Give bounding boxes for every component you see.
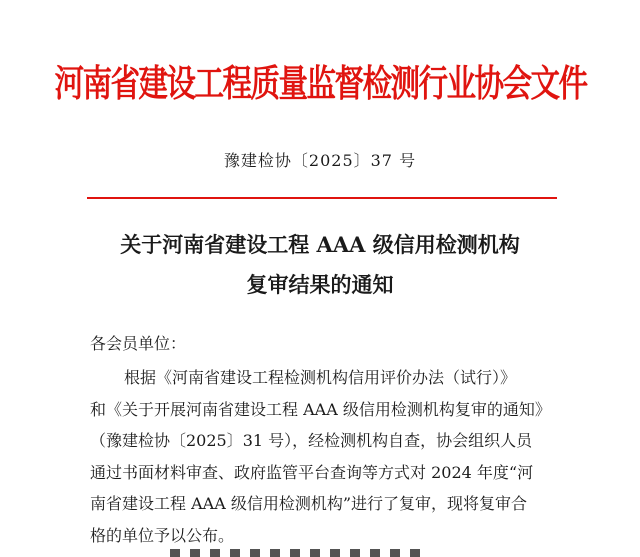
body-line: （豫建检协〔2025〕31 号），经检测机构自查，协会组织人员: [90, 431, 533, 450]
organization-title: 河南省建设工程质量监督检测行业协会文件: [54, 61, 586, 105]
body-line: 南省建设工程 AAA 级信用检测机构”进行了复审，现将复审合: [90, 494, 528, 513]
body-line: 通过书面材料审查、政府监管平台查询等方式对 2024 年度“河: [90, 462, 534, 482]
body-paragraph: [90, 362, 560, 551]
cropped-text-fragment: [170, 549, 430, 557]
document-header: [0, 55, 640, 105]
body-line: 根据《河南省建设工程检测机构信用评价办法（试行）》: [124, 368, 517, 387]
body-line: 和《关于开展河南省建设工程 AAA 级信用检测机构复审的通知》: [90, 399, 551, 419]
body-line: 格的单位予以公布。: [90, 525, 235, 545]
header-divider: [87, 197, 557, 199]
notice-title-line-1: 关于河南省建设工程 AAA 级信用检测机构: [120, 232, 520, 257]
document-number: 豫建检协〔2025〕37 号: [223, 151, 417, 170]
salutation: 各会员单位：: [90, 334, 187, 353]
notice-title-line-2: 复审结果的通知: [246, 272, 394, 297]
